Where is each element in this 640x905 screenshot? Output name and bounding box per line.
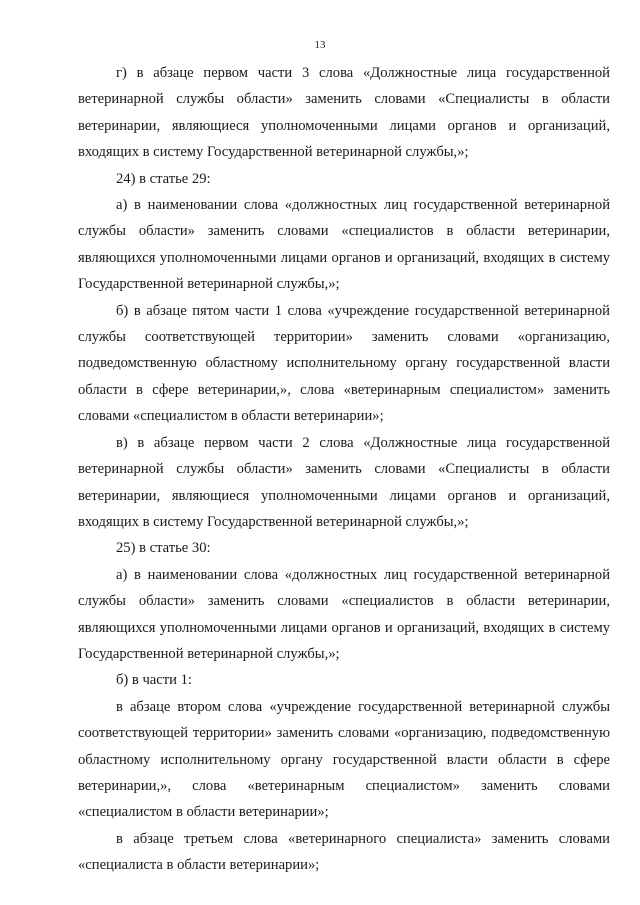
paragraph-subclause-third: в абзаце третьем слова «ветеринарного специалиста» заменить словами «специалиста в области ветеринарии»;	[78, 830, 610, 874]
paragraph-item-24: 24) в статье 29:	[116, 170, 211, 187]
paragraph-amendment-b: б) в абзаце пятом части 1 слова «учреждение государственной ветеринарной службы соответствующей территории» заменить словами «организацию, подведомственную областному исполнительному органу государственной власти области в сфере ветеринарии,», слова «ветеринарным специалистом» заменить словами «специалистом в области ветеринарии»;	[78, 302, 610, 425]
paragraph-amendment-a-2: а) в наименовании слова «должностных лиц государственной ветеринарной службы области» заменить словами «специалистов в области ветеринарии, являющихся уполномоченными лицами органов и организаций, входящих в систему Государственной ветеринарной службы,»;	[78, 566, 610, 662]
document-body	[78, 60, 610, 879]
paragraph-amendment-a: а) в наименовании слова «должностных лиц государственной ветеринарной службы области» заменить словами «специалистов в области ветеринарии, являющихся уполномоченными лицами органов и организаций, входящих в систему Государственной ветеринарной службы,»;	[78, 197, 610, 293]
paragraph-amendment-b-2: б) в части 1:	[116, 672, 192, 689]
paragraph-amendment-g: г) в абзаце первом части 3 слова «Должностные лица государственной ветеринарной службы области» заменить словами «Специалисты в области ветеринарии, являющиеся уполномоченными лицами органов и организаций, входящих в систему Государственной ветеринарной службы,»;	[78, 65, 610, 161]
paragraph-subclause-second: в абзаце втором слова «учреждение государственной ветеринарной службы соответствующей территории» заменить словами «организацию, подведомственную областному исполнительному органу государственной власти области в сфере ветеринарии,», слова «ветеринарным специалистом» заменить словами «специалистом в области ветеринарии»;	[78, 698, 610, 821]
page-number: 13	[314, 39, 326, 51]
paragraph-item-25: 25) в статье 30:	[116, 540, 211, 557]
paragraph-amendment-v: в) в абзаце первом части 2 слова «Должностные лица государственной ветеринарной службы области» заменить словами «Специалисты в области ветеринарии, являющиеся уполномоченными лицами органов и организаций, входящих в систему Государственной ветеринарной службы,»;	[78, 434, 610, 530]
